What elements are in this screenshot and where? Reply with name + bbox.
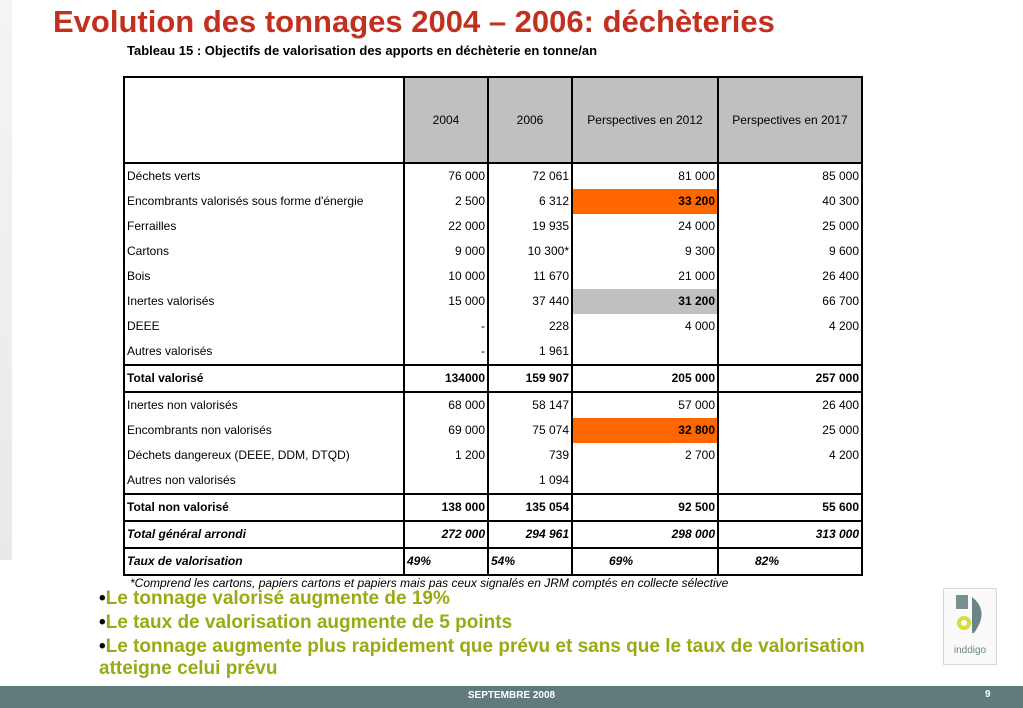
bullet-text: Le tonnage valorisé augmente de 19% (105, 588, 450, 609)
cell-2004: 69 000 (404, 418, 488, 443)
row-label: Inertes valorisés (124, 289, 404, 314)
cell-2017 (718, 339, 862, 365)
cell-2017 (718, 468, 862, 494)
row-label: Inertes non valorisés (124, 392, 404, 418)
cell-2006: 1 961 (488, 339, 572, 365)
cell-2004: - (404, 339, 488, 365)
cell-2012-highlighted: 33 200 (572, 189, 718, 214)
cell-2017: 66 700 (718, 289, 862, 314)
cell-2006: 739 (488, 443, 572, 468)
cell-2006: 294 961 (488, 521, 572, 548)
inddigo-logo (943, 588, 997, 665)
cell-2004: 15 000 (404, 289, 488, 314)
table-row (124, 163, 862, 189)
header-cell-2012: Perspectives en 2012 (572, 77, 718, 163)
row-label: Ferrailles (124, 214, 404, 239)
table-row (124, 239, 862, 264)
cell-2012: 9 300 (572, 239, 718, 264)
header-cell-2006: 2006 (488, 77, 572, 163)
header-cell-empty (124, 77, 404, 163)
table-row (124, 289, 862, 314)
cell-2017: 26 400 (718, 264, 862, 289)
cell-2012: 57 000 (572, 392, 718, 418)
cell-2006: 10 300* (488, 239, 572, 264)
row-label: Encombrants non valorisés (124, 418, 404, 443)
header-cell-2004: 2004 (404, 77, 488, 163)
cell-2004: 76 000 (404, 163, 488, 189)
slide-footer (0, 686, 1023, 708)
table-row (124, 443, 862, 468)
cell-2012: 21 000 (572, 264, 718, 289)
footer-date: SEPTEMBRE 2008 (467, 690, 556, 701)
cell-2004: 2 500 (404, 189, 488, 214)
cell-2004: - (404, 314, 488, 339)
bullet-text: Le tonnage augmente plus rapidement que prévu et sans que le taux de valorisation atteigne celui prévu (99, 636, 865, 679)
left-decor-bar (0, 0, 12, 560)
cell-2006: 54% (488, 548, 572, 575)
cell-2004: 10 000 (404, 264, 488, 289)
row-label: Autres valorisés (124, 339, 404, 365)
header-cell-2017: Perspectives en 2017 (718, 77, 862, 163)
cell-2004: 134000 (404, 365, 488, 392)
cell-2012: 205 000 (572, 365, 718, 392)
row-label: Taux de valorisation (124, 548, 404, 575)
cell-2012: 24 000 (572, 214, 718, 239)
cell-2006: 75 074 (488, 418, 572, 443)
table-row (124, 189, 862, 214)
row-label: Total valorisé (124, 365, 404, 392)
cell-2012 (572, 339, 718, 365)
taux-valorisation-row (124, 548, 862, 575)
cell-2012: 92 500 (572, 494, 718, 521)
inddigo-logo-icon (944, 589, 996, 664)
bullet-item (99, 588, 899, 610)
cell-2017: 26 400 (718, 392, 862, 418)
cell-2012 (572, 468, 718, 494)
cell-2017: 55 600 (718, 494, 862, 521)
table-row (124, 264, 862, 289)
row-label: Déchets verts (124, 163, 404, 189)
cell-2017: 82% (718, 548, 862, 575)
row-label: Autres non valorisés (124, 468, 404, 494)
total-general-row (124, 521, 862, 548)
table-row (124, 418, 862, 443)
bullet-icon: • (99, 588, 106, 609)
page-number: 9 (985, 689, 991, 700)
cell-2006: 37 440 (488, 289, 572, 314)
cell-2017: 9 600 (718, 239, 862, 264)
cell-2012: 81 000 (572, 163, 718, 189)
cell-2004: 1 200 (404, 443, 488, 468)
cell-2012-highlighted: 32 800 (572, 418, 718, 443)
table-row (124, 214, 862, 239)
table-row (124, 392, 862, 418)
cell-2006: 228 (488, 314, 572, 339)
cell-2006: 1 094 (488, 468, 572, 494)
cell-2004: 9 000 (404, 239, 488, 264)
total-non-valorise-row (124, 494, 862, 521)
cell-2017: 313 000 (718, 521, 862, 548)
row-label: Cartons (124, 239, 404, 264)
cell-2004: 68 000 (404, 392, 488, 418)
cell-2017: 40 300 (718, 189, 862, 214)
cell-2006: 58 147 (488, 392, 572, 418)
table-footnote: *Comprend les cartons, papiers cartons et papiers mais pas ceux signalés en JRM comptés en collecte sélective (130, 576, 729, 590)
table-header-row (124, 77, 862, 163)
slide-title: Evolution des tonnages 2004 – 2006: déchèteries (53, 4, 775, 39)
cell-2006: 19 935 (488, 214, 572, 239)
cell-2006: 6 312 (488, 189, 572, 214)
cell-2012: 4 000 (572, 314, 718, 339)
cell-2004: 138 000 (404, 494, 488, 521)
table-row (124, 339, 862, 365)
bullet-item (99, 636, 899, 680)
cell-2017: 4 200 (718, 314, 862, 339)
cell-2017: 25 000 (718, 214, 862, 239)
logo-text: inddigo (953, 645, 987, 656)
bullet-list (99, 588, 899, 682)
cell-2012: 298 000 (572, 521, 718, 548)
cell-2006: 72 061 (488, 163, 572, 189)
row-label: Encombrants valorisés sous forme d'énergie (124, 189, 404, 214)
cell-2017: 25 000 (718, 418, 862, 443)
row-label: Bois (124, 264, 404, 289)
bullet-icon: • (99, 636, 106, 657)
table-row (124, 468, 862, 494)
cell-2006: 135 054 (488, 494, 572, 521)
bullet-icon: • (99, 612, 106, 633)
cell-2017: 4 200 (718, 443, 862, 468)
bullet-text: Le taux de valorisation augmente de 5 points (105, 612, 513, 633)
cell-2017: 85 000 (718, 163, 862, 189)
tonnage-table (123, 76, 863, 576)
row-label: DEEE (124, 314, 404, 339)
bullet-item (99, 612, 899, 634)
cell-2012-highlighted: 31 200 (572, 289, 718, 314)
cell-2006: 11 670 (488, 264, 572, 289)
cell-2004: 49% (404, 548, 488, 575)
cell-2004: 272 000 (404, 521, 488, 548)
total-valorise-row (124, 365, 862, 392)
cell-2012: 2 700 (572, 443, 718, 468)
table-caption: Tableau 15 : Objectifs de valorisation des apports en déchèterie en tonne/an (127, 43, 598, 58)
row-label: Total général arrondi (124, 521, 404, 548)
table-row (124, 314, 862, 339)
cell-2012: 69% (572, 548, 718, 575)
cell-2006: 159 907 (488, 365, 572, 392)
row-label: Déchets dangereux (DEEE, DDM, DTQD) (124, 443, 404, 468)
cell-2004: 22 000 (404, 214, 488, 239)
row-label: Total non valorisé (124, 494, 404, 521)
cell-2004 (404, 468, 488, 494)
cell-2017: 257 000 (718, 365, 862, 392)
